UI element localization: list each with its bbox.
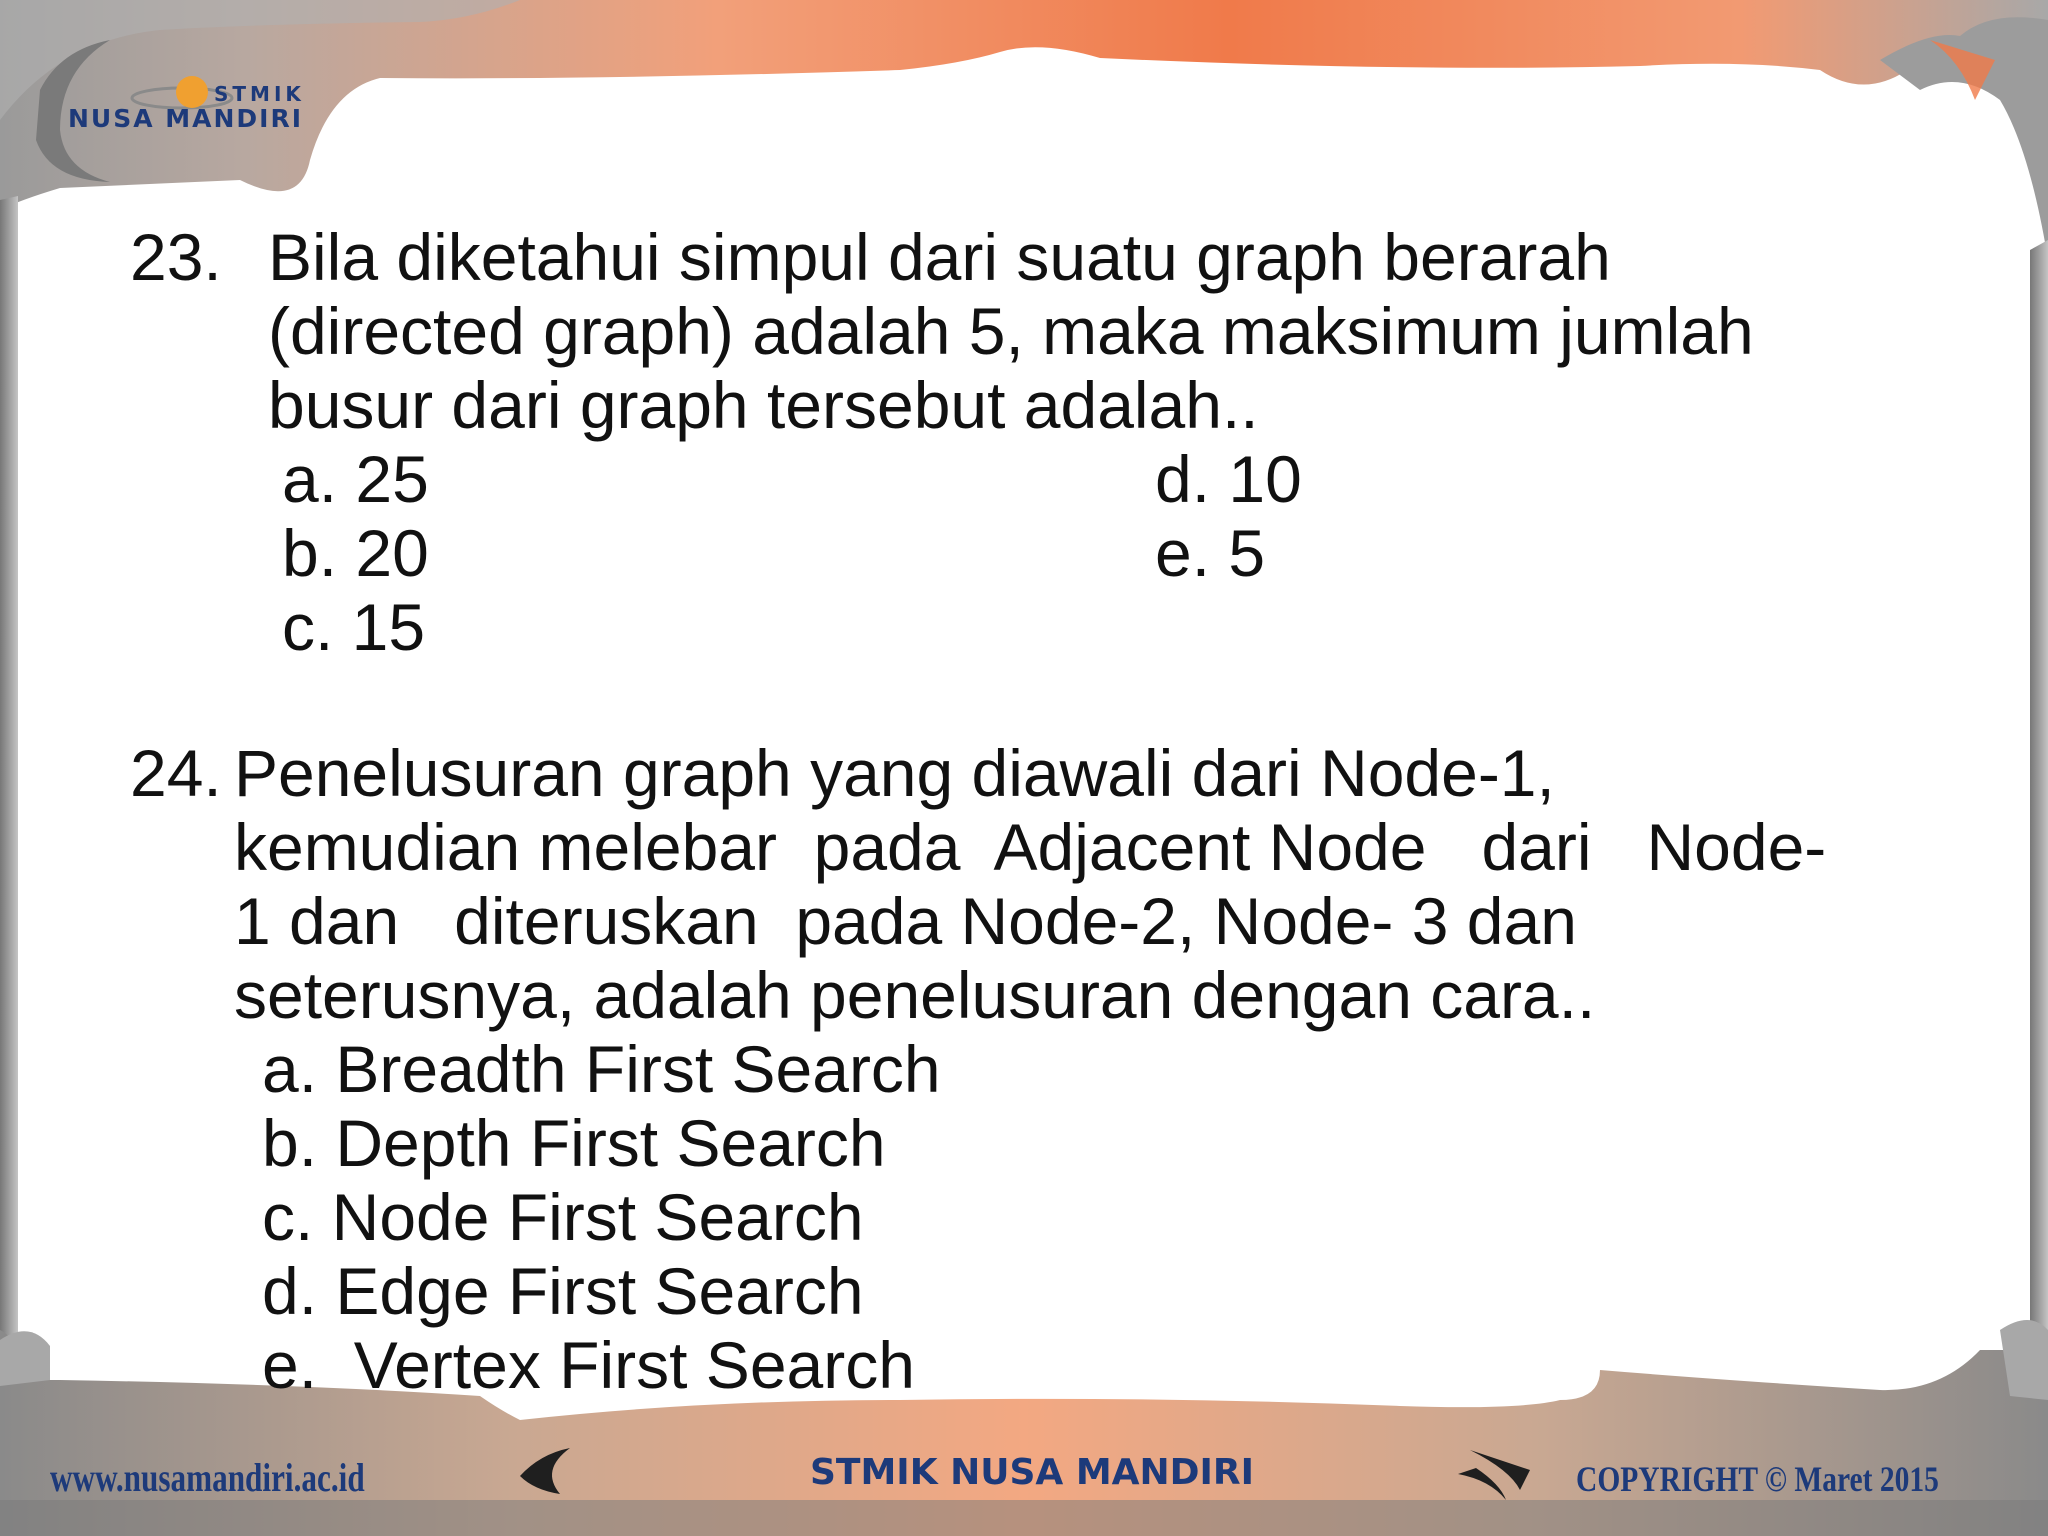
footer-copyright: COPYRIGHT © Maret 2015 [1576, 1459, 1939, 1499]
question-text-line: busur dari graph tersebut adalah.. [268, 368, 1259, 442]
answer-option: c. 15 [282, 590, 426, 664]
footer-institution-name: STMIK NUSA MANDIRI [810, 1452, 1255, 1493]
answer-option: d. Edge First Search [262, 1254, 864, 1328]
question-number: 24. [130, 736, 222, 810]
stmik-logo [52, 60, 342, 150]
answer-option: d. 10 [1155, 442, 1302, 516]
question-text-line: 1 dan diteruskan pada Node-2, Node- 3 dan [234, 884, 1577, 958]
question-text-line: (directed graph) adalah 5, maka maksimum jumlah [268, 294, 1754, 368]
logo-stmik-text: STMIK [214, 82, 305, 106]
footer-website-link[interactable]: www.nusamandiri.ac.id [50, 1455, 365, 1500]
question-text-line: seterusnya, adalah penelusuran dengan cara.. [234, 958, 1596, 1032]
answer-option: b. 20 [282, 516, 429, 590]
logo-nusa-mandiri-text: NUSA MANDIRI [68, 104, 304, 133]
question-text-line: kemudian melebar pada Adjacent Node dari Node- [234, 810, 1827, 884]
answer-option: c. Node First Search [262, 1180, 864, 1254]
answer-option: e. 5 [1155, 516, 1266, 590]
answer-option: e. Vertex First Search [262, 1328, 915, 1402]
answer-option: a. 25 [282, 442, 429, 516]
question-24 [130, 736, 1930, 1036]
question-text-line: Bila diketahui simpul dari suatu graph berarah [268, 220, 1611, 294]
answer-option: a. Breadth First Search [262, 1032, 941, 1106]
question-23 [130, 220, 1930, 450]
answer-option: b. Depth First Search [262, 1106, 886, 1180]
question-text-line: Penelusuran graph yang diawali dari Node-1, [234, 736, 1555, 810]
question-number: 23. [130, 220, 222, 294]
